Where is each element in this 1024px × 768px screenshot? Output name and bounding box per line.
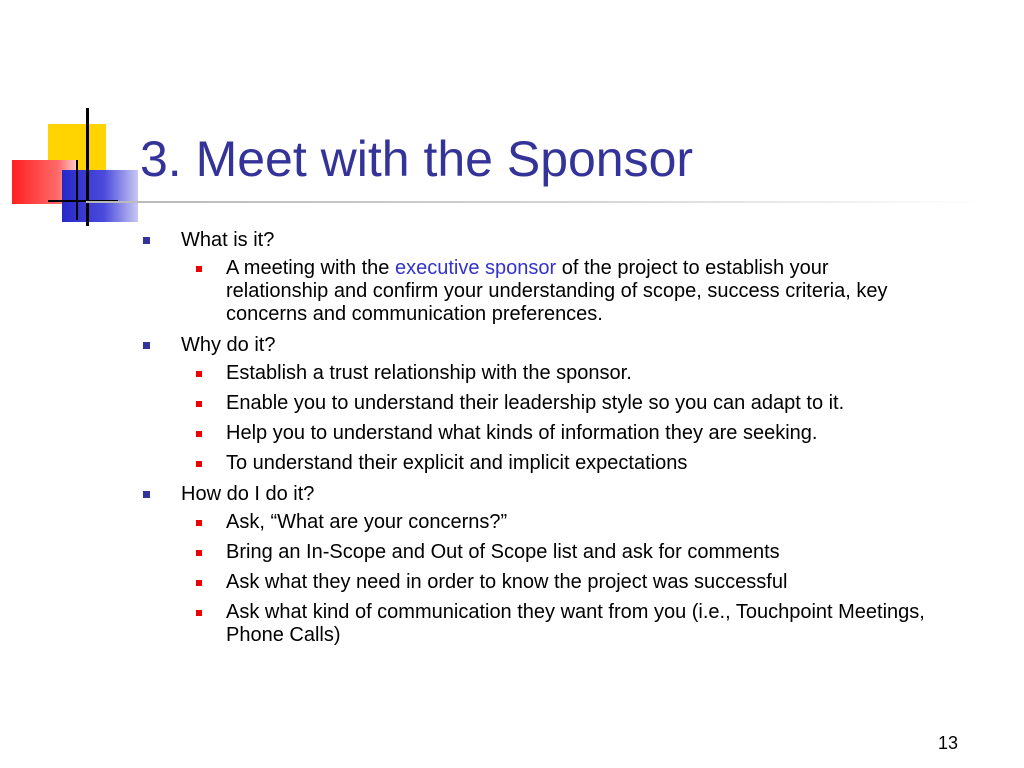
bullet-list	[142, 228, 942, 647]
logo-vertical-line	[86, 108, 89, 226]
square-bullet-icon	[196, 266, 202, 272]
blue-square	[62, 170, 138, 222]
page-number: 13	[938, 733, 959, 753]
list-item-text: Ask what kind of communication they want from you (i.e., Touchpoint Meetings, Phone Calls)	[226, 601, 925, 646]
section-what-is-it	[142, 228, 942, 326]
sub-list	[181, 362, 942, 475]
list-item	[141, 511, 926, 534]
sub-list	[181, 257, 942, 326]
list-item-text: Establish a trust relationship with the sponsor.	[226, 362, 632, 384]
list-item-text: Bring an In-Scope and Out of Scope list and ask for comments	[226, 541, 780, 563]
list-item	[141, 541, 926, 564]
list-item	[141, 601, 926, 647]
square-bullet-icon	[196, 401, 202, 407]
decorative-squares-logo	[0, 0, 160, 240]
slide-title: 3. Meet with the Sponsor	[140, 131, 694, 187]
list-item-text: To understand their explicit and implicit expectations	[226, 452, 688, 474]
item-text-before: A meeting with the	[226, 257, 395, 279]
list-item-text: Ask, “What are your concerns?”	[226, 511, 508, 533]
section-why-do-it	[142, 333, 942, 475]
list-item	[141, 392, 926, 415]
square-bullet-icon	[143, 237, 150, 244]
square-bullet-icon	[143, 491, 150, 498]
square-bullet-icon	[196, 550, 202, 556]
list-item	[141, 422, 926, 445]
list-item-text	[186, 257, 926, 326]
title-underline	[86, 201, 986, 203]
list-item-text: Help you to understand what kinds of information they are seeking.	[226, 422, 818, 444]
section-heading: What is it?	[181, 229, 275, 251]
square-bullet-icon	[196, 580, 202, 586]
square-bullet-icon	[196, 371, 202, 377]
square-bullet-icon	[196, 431, 202, 437]
list-item	[141, 452, 926, 475]
square-bullet-icon	[196, 461, 202, 467]
list-item-text: Enable you to understand their leadership style so you can adapt to it.	[226, 392, 845, 414]
square-bullet-icon	[196, 610, 202, 616]
item-text-after: of the project to establish your relationship and confirm your understanding of scope, success criteria, key concerns and communication preferences.	[226, 257, 888, 325]
section-heading: How do I do it?	[181, 483, 315, 505]
list-item	[141, 257, 926, 326]
section-how-do-i-do-it	[142, 482, 942, 647]
list-item	[141, 362, 926, 385]
executive-sponsor-highlight: executive sponsor	[394, 257, 557, 279]
list-item	[141, 571, 926, 594]
square-bullet-icon	[196, 520, 202, 526]
list-item-text: Ask what they need in order to know the project was successful	[226, 571, 788, 593]
section-heading: Why do it?	[181, 334, 276, 356]
square-bullet-icon	[143, 342, 150, 349]
slide-body	[142, 228, 942, 654]
sub-list	[181, 511, 942, 647]
logo-vertical-line-short	[76, 160, 78, 220]
